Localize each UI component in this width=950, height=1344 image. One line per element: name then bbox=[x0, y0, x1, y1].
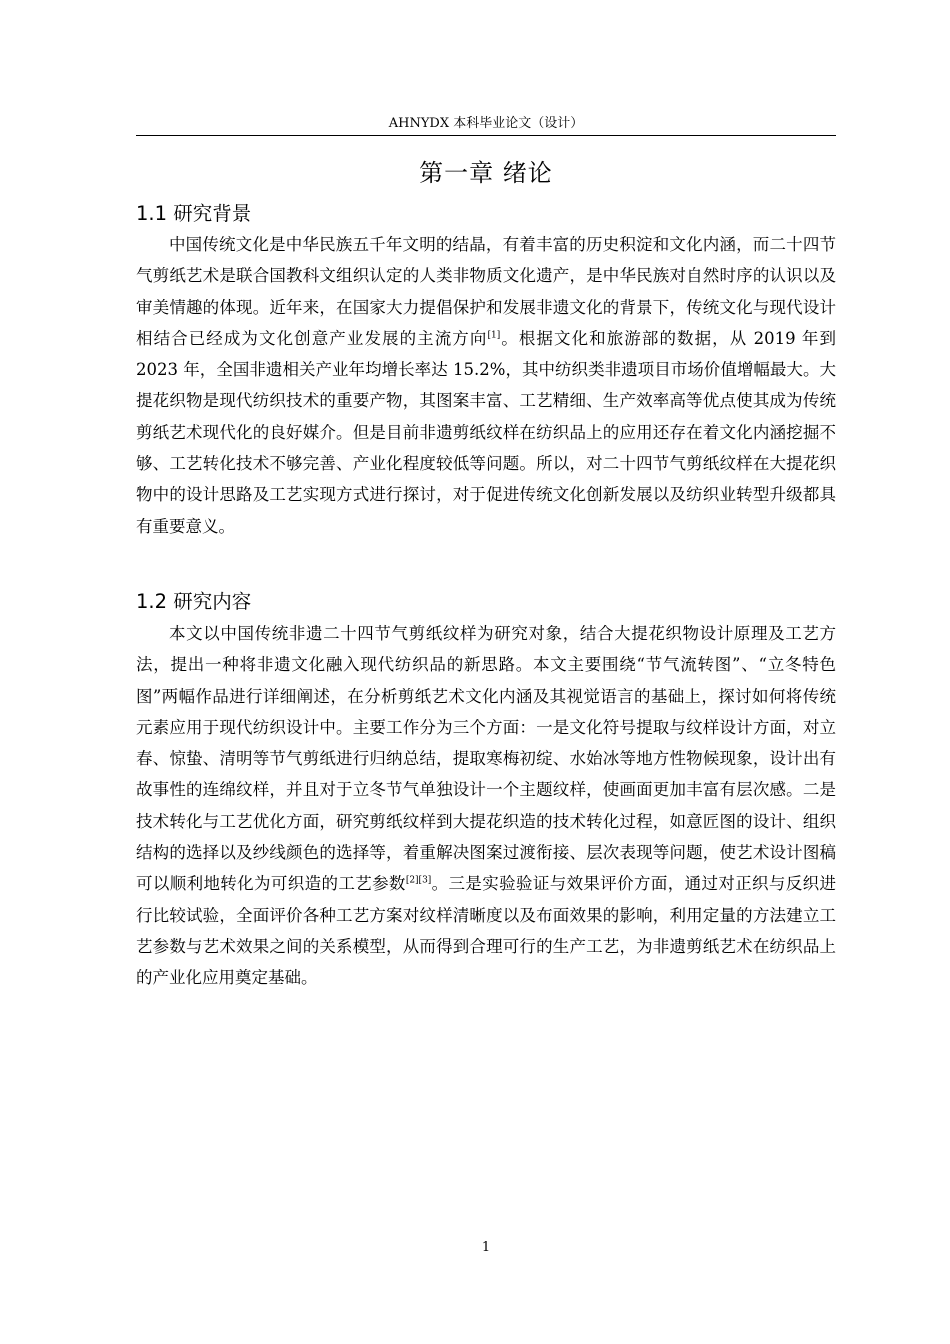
body-paragraph-research-background bbox=[136, 229, 836, 542]
section-heading-research-content: 1.2 研究内容 bbox=[136, 590, 252, 613]
paragraph-text: 中国传统文化是中华民族五千年文明的结晶，有着丰富的历史积淀和文化内涵，而二十四节气剪纸艺术是联合国教科文组织认定的人类非物质文化遗产，是中华民族对自然时序的认识以及审美情趣的体现。近年来，在国家大力提倡保护和发展非遗文化的背景下，传统文化与现代设计相结合已经成为文化创意产业发展的主流方向 bbox=[136, 235, 836, 348]
section-heading-research-background: 1.1 研究背景 bbox=[136, 202, 252, 225]
body-paragraph-research-content bbox=[136, 618, 836, 994]
citation-reference: [1] bbox=[487, 330, 501, 341]
header-rule bbox=[136, 135, 836, 136]
paragraph-text: 。三是实验验证与效果评价方面，通过对正织与反织进行比较试验，全面评价各种工艺方案对纹样清晰度以及布面效果的影响，利用定量的方法建立工艺参数与艺术效果之间的关系模型，从而得到合理可行的生产工艺，为非遗剪纸艺术在纺织品上的产业化应用奠定基础。 bbox=[136, 874, 837, 988]
page-header: AHNYDX 本科毕业论文（设计） bbox=[388, 116, 584, 131]
page-number: 1 bbox=[481, 1240, 491, 1255]
paragraph-text: 。根据文化和旅游部的数据，从 2019 年到 2023 年，全国非遗相关产业年均增长率达 15.2%，其中纺织类非遗项目市场价值增幅最大。大提花织物是现代纺织技术的重要产物，其图案丰富、工艺精细、生产效率高等优点使其成为传统剪纸艺术现代化的良好媒介。但是目前非遗剪纸纹样在纺织品上的应用还存在着文化内涵挖掘不够、工艺转化技术不够完善、产业化程度较低等问题。所以，对二十四节气剪纸纹样在大提花织物中的设计思路及工艺实现方式进行探讨，对于促进传统文化创新发展以及纺织业转型升级都具有重要意义。 bbox=[136, 328, 837, 536]
paragraph-text: 本文以中国传统非遗二十四节气剪纸纹样为研究对象，结合大提花织物设计原理及工艺方法，提出一种将非遗文化融入现代纺织品的新思路。本文主要围绕“节气流转图”、“立冬特色图”两幅作品进行详细阐述，在分析剪纸艺术文化内涵及其视觉语言的基础上，探讨如何将传统元素应用于现代纺织设计中。主要工作分为三个方面：一是文化符号提取与纹样设计方面，对立春、惊蛰、清明等节气剪纸进行归纳总结，提取寒梅初绽、水始冰等地方性物候现象，设计出有故事性的连绵纹样，并且对于立冬节气单独设计一个主题纹样，使画面更加丰富有层次感。二是技术转化与工艺优化方面，研究剪纸纹样到大提花织造的技术转化过程，如意匠图的设计、组织结构的选择以及纱线颜色的选择等，着重解决图案过渡衔接、层次表现等问题，使艺术设计图稿可以顺利地转化为可织造的工艺参数 bbox=[136, 624, 836, 894]
chapter-title: 第一章 绪论 bbox=[419, 159, 553, 187]
citation-reference: [2][3] bbox=[405, 875, 432, 886]
